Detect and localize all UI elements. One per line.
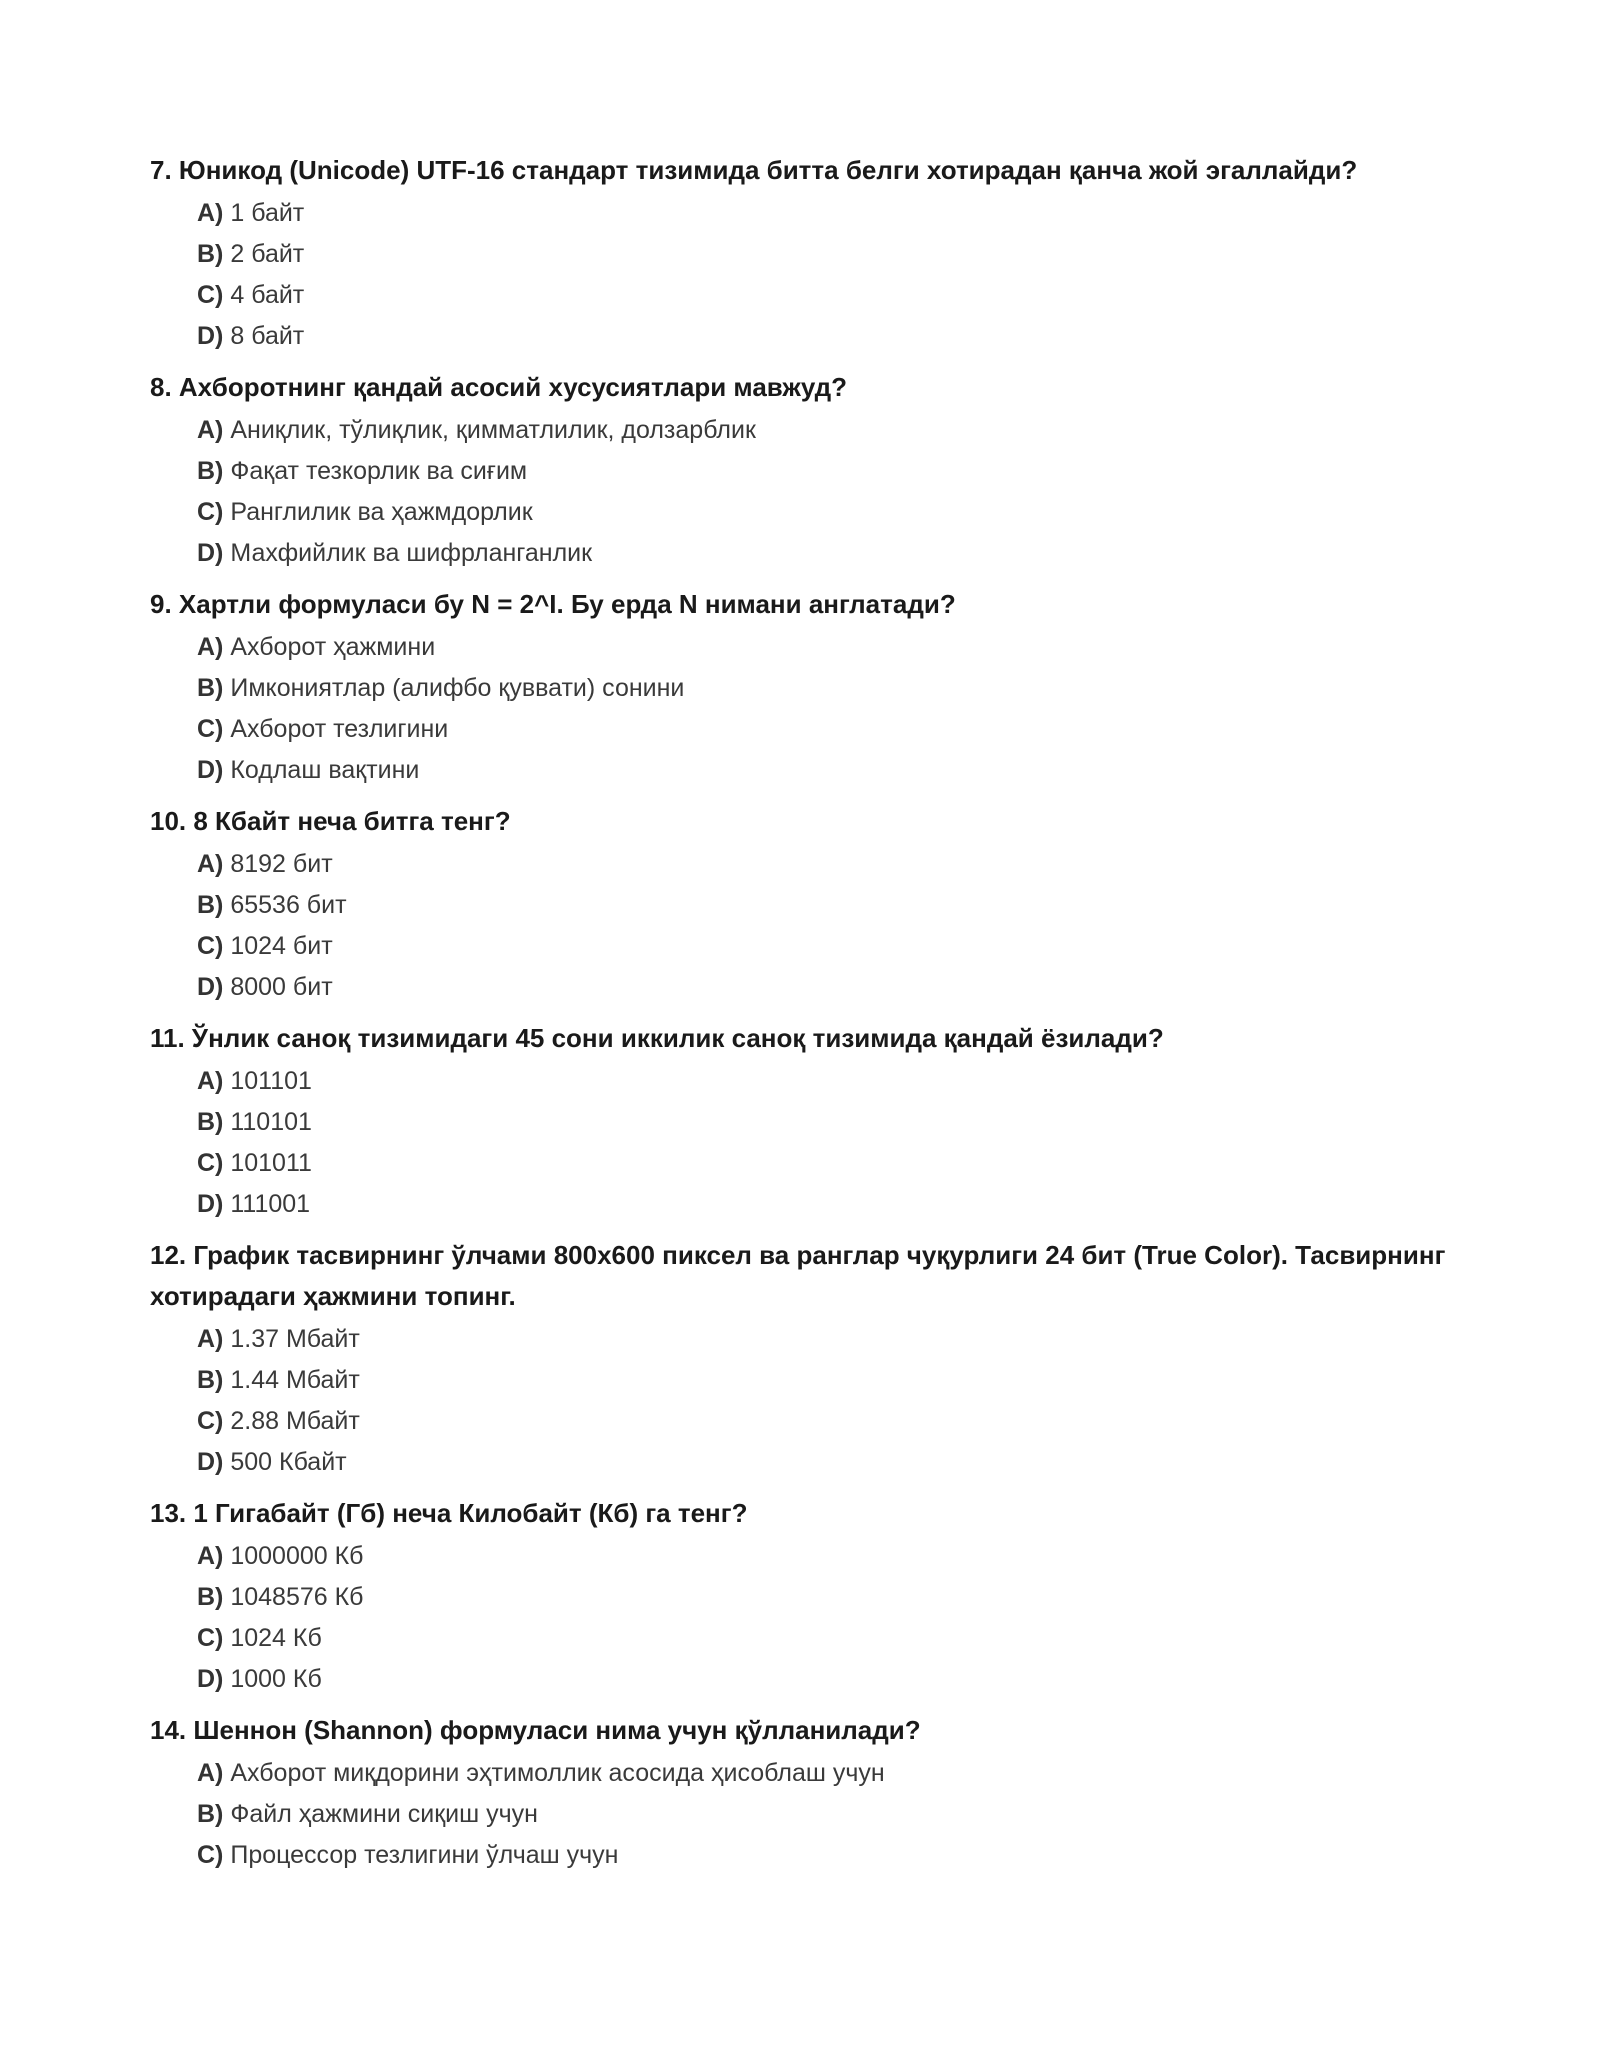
question-8 bbox=[150, 367, 1450, 574]
answer-option bbox=[197, 844, 1450, 885]
answer-option bbox=[197, 1659, 1450, 1700]
answer-text: 2.88 Мбайт bbox=[230, 1407, 360, 1435]
answer-letter: B) bbox=[197, 1108, 224, 1136]
answer-text: Ахборот тезлигини bbox=[230, 715, 449, 743]
answer-text: Аниқлик, тўлиқлик, қимматлилик, долзарблик bbox=[230, 416, 756, 444]
answer-list bbox=[150, 1536, 1450, 1700]
answer-option bbox=[197, 533, 1450, 574]
answer-text: Процессор тезлигини ўлчаш учун bbox=[230, 1841, 619, 1869]
answer-text: 1048576 Кб bbox=[230, 1583, 364, 1611]
answer-option bbox=[197, 193, 1450, 234]
answer-letter: A) bbox=[197, 1067, 224, 1095]
answer-option bbox=[197, 1536, 1450, 1577]
answer-letter: B) bbox=[197, 1366, 224, 1394]
answer-option bbox=[197, 1577, 1450, 1618]
answer-text: 1 байт bbox=[230, 199, 305, 227]
answer-option bbox=[197, 451, 1450, 492]
answer-text: Ахборот миқдорини эҳтимоллик асосида ҳисоблаш учун bbox=[230, 1759, 885, 1787]
question-text: 11. Ўнлик саноқ тизимидаги 45 сони иккилик саноқ тизимида қандай ёзилади? bbox=[150, 1023, 1164, 1053]
answer-text: 4 байт bbox=[230, 281, 305, 309]
answer-option bbox=[197, 668, 1450, 709]
answer-text: 1.44 Мбайт bbox=[230, 1366, 360, 1394]
question-text: 10. 8 Кбайт неча битга тенг? bbox=[150, 806, 511, 836]
answer-text: Имкониятлар (алифбо қуввати) сонини bbox=[230, 674, 685, 702]
answer-text: 2 байт bbox=[230, 240, 305, 268]
answer-list bbox=[150, 627, 1450, 791]
answer-letter: D) bbox=[197, 1665, 224, 1693]
answer-text: Кодлаш вақтини bbox=[230, 756, 420, 784]
answer-option bbox=[197, 492, 1450, 533]
answer-text: Ранглилик ва ҳажмдорлик bbox=[230, 498, 533, 526]
answer-letter: D) bbox=[197, 973, 224, 1001]
answer-text: 8 байт bbox=[230, 322, 305, 350]
answer-option bbox=[197, 627, 1450, 668]
answer-letter: A) bbox=[197, 199, 224, 227]
question-text: 13. 1 Гигабайт (Гб) неча Килобайт (Кб) га тенг? bbox=[150, 1498, 748, 1528]
answer-text: Ахборот ҳажмини bbox=[230, 633, 436, 661]
answer-text: 101101 bbox=[230, 1067, 312, 1095]
answer-letter: A) bbox=[197, 1759, 224, 1787]
answer-letter: A) bbox=[197, 416, 224, 444]
answer-letter: B) bbox=[197, 240, 224, 268]
answer-letter: B) bbox=[197, 1583, 224, 1611]
answer-text: 110101 bbox=[230, 1108, 312, 1136]
answer-list bbox=[150, 193, 1450, 357]
answer-text: 500 Кбайт bbox=[230, 1448, 347, 1476]
answer-text: 1000000 Кб bbox=[230, 1542, 364, 1570]
answer-list bbox=[150, 1319, 1450, 1483]
question-7 bbox=[150, 150, 1450, 357]
answer-text: 8000 бит bbox=[230, 973, 333, 1001]
answer-letter: C) bbox=[197, 1841, 224, 1869]
question-14 bbox=[150, 1710, 1450, 1876]
answer-text: 65536 бит bbox=[230, 891, 347, 919]
answer-text: Фақат тезкорлик ва сиғим bbox=[230, 457, 528, 485]
answer-letter: D) bbox=[197, 539, 224, 567]
answer-list bbox=[150, 1061, 1450, 1225]
answer-option bbox=[197, 750, 1450, 791]
answer-option bbox=[197, 1794, 1450, 1835]
answer-letter: A) bbox=[197, 633, 224, 661]
answer-letter: C) bbox=[197, 1149, 224, 1177]
answer-option bbox=[197, 275, 1450, 316]
answer-option bbox=[197, 1618, 1450, 1659]
answer-option bbox=[197, 1184, 1450, 1225]
answer-option bbox=[197, 316, 1450, 357]
answer-text: 111001 bbox=[230, 1190, 311, 1218]
answer-text: 1000 Кб bbox=[230, 1665, 322, 1693]
answer-letter: C) bbox=[197, 1624, 224, 1652]
answer-letter: A) bbox=[197, 850, 224, 878]
question-text: 8. Ахборотнинг қандай асосий хусусиятлари мавжуд? bbox=[150, 372, 848, 402]
answer-letter: A) bbox=[197, 1325, 224, 1353]
answer-option bbox=[197, 1061, 1450, 1102]
answer-letter: D) bbox=[197, 756, 224, 784]
answer-letter: C) bbox=[197, 1407, 224, 1435]
answer-option bbox=[197, 1143, 1450, 1184]
answer-text: 8192 бит bbox=[230, 850, 333, 878]
answer-option bbox=[197, 926, 1450, 967]
answer-letter: C) bbox=[197, 932, 224, 960]
answer-letter: C) bbox=[197, 715, 224, 743]
answer-option bbox=[197, 410, 1450, 451]
answer-option bbox=[197, 1442, 1450, 1483]
answer-text: Файл ҳажмини сиқиш учун bbox=[230, 1800, 538, 1828]
answer-text: 1024 Кб bbox=[230, 1624, 322, 1652]
answer-option bbox=[197, 1319, 1450, 1360]
answer-option bbox=[197, 709, 1450, 750]
question-text: 7. Юникод (Unicode) UTF-16 стандарт тизимида битта белги хотирадан қанча жой эгаллайди? bbox=[150, 155, 1358, 185]
answer-letter: B) bbox=[197, 1800, 224, 1828]
question-text: 14. Шеннон (Shannon) формуласи нима учун қўлланилади? bbox=[150, 1715, 921, 1745]
question-9 bbox=[150, 584, 1450, 791]
answer-option bbox=[197, 885, 1450, 926]
question-10 bbox=[150, 801, 1450, 1008]
answer-option bbox=[197, 1835, 1450, 1876]
question-13 bbox=[150, 1493, 1450, 1700]
question-text: 9. Хартли формуласи бу N = 2^I. Бу ерда N нимани англатади? bbox=[150, 589, 956, 619]
answer-letter: D) bbox=[197, 322, 224, 350]
answer-letter: B) bbox=[197, 891, 224, 919]
answer-option bbox=[197, 967, 1450, 1008]
question-text: 12. График тасвирнинг ўлчами 800x600 пиксел ва ранглар чуқурлиги 24 бит (True Color). Тасвирнинг хотирадаги ҳажмини топинг. bbox=[150, 1240, 1446, 1311]
answer-letter: B) bbox=[197, 457, 224, 485]
answer-text: 1.37 Мбайт bbox=[230, 1325, 360, 1353]
answer-text: Махфийлик ва шифрланганлик bbox=[230, 539, 593, 567]
answer-letter: C) bbox=[197, 281, 224, 309]
question-12 bbox=[150, 1235, 1450, 1483]
answer-option bbox=[197, 1360, 1450, 1401]
answer-option bbox=[197, 234, 1450, 275]
answer-list bbox=[150, 410, 1450, 574]
answer-letter: A) bbox=[197, 1542, 224, 1570]
answer-option bbox=[197, 1401, 1450, 1442]
answer-text: 101011 bbox=[230, 1149, 312, 1177]
answer-option bbox=[197, 1102, 1450, 1143]
answer-letter: D) bbox=[197, 1448, 224, 1476]
answer-letter: C) bbox=[197, 498, 224, 526]
answer-text: 1024 бит bbox=[230, 932, 333, 960]
answer-list bbox=[150, 1753, 1450, 1876]
question-11 bbox=[150, 1018, 1450, 1225]
answer-option bbox=[197, 1753, 1450, 1794]
answer-letter: B) bbox=[197, 674, 224, 702]
answer-letter: D) bbox=[197, 1190, 224, 1218]
answer-list bbox=[150, 844, 1450, 1008]
